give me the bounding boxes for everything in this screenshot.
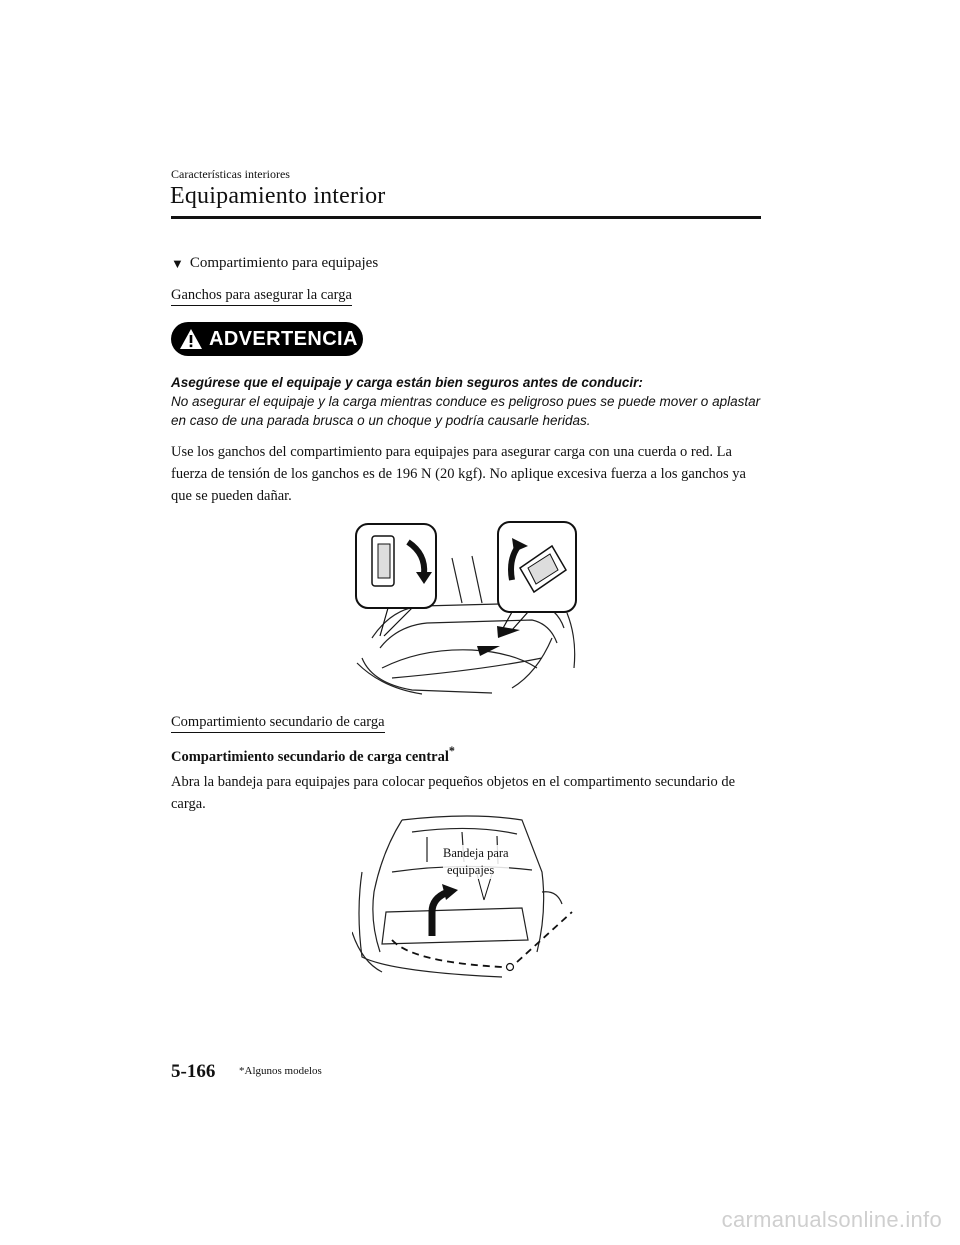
callout-line-1: Bandeja para	[443, 846, 509, 860]
warning-text	[171, 373, 761, 430]
warning-triangle-icon	[179, 328, 203, 350]
section-label: Características interiores	[171, 167, 290, 181]
title-rule	[171, 216, 761, 219]
section-heading	[171, 255, 378, 272]
triangle-marker-icon: ▼	[171, 255, 184, 271]
callout-line-2: equipajes	[447, 863, 495, 877]
watermark-text: carmanualsonline.info	[721, 1207, 942, 1232]
page-title: Equipamiento interior	[170, 183, 386, 209]
cargo-hooks-illustration	[352, 518, 582, 696]
subheading-central	[171, 744, 455, 766]
warning-badge	[171, 322, 363, 356]
subheading-central-text: Compartimiento secundario de carga central	[171, 748, 449, 765]
subheading-secundario-text: Compartimiento secundario de carga	[171, 714, 385, 733]
warning-label: ADVERTENCIA	[209, 327, 358, 350]
warning-bold-line: Asegúrese que el equipaje y carga están bien seguros antes de conducir:	[171, 375, 643, 390]
subheading-ganchos	[171, 286, 352, 304]
page-number: 5-166	[171, 1061, 216, 1082]
paragraph-secundario: Abra la bandeja para equipajes para colocar pequeños objetos en el compartimento secundario de carga.	[171, 774, 736, 812]
luggage-tray-callout	[443, 845, 509, 879]
subheading-secundario	[171, 713, 385, 731]
warning-body: No asegurar el equipaje y la carga mientras conduce es peligroso pues se puede mover o aplastar en caso de una parada brusca o un choque y podría causarle heridas.	[171, 394, 761, 428]
luggage-tray-illustration	[352, 812, 574, 982]
footer-note: *Algunos modelos	[239, 1065, 322, 1077]
asterisk-mark: *	[448, 744, 455, 758]
paragraph-ganchos: Use los ganchos del compartimiento para equipajes para asegurar carga con una cuerda o red. La fuerza de tensión de los ganchos es de 196 N (20 kgf). No aplique excesiva fuerza a los ganchos ya que se pueden dañar.	[171, 444, 746, 504]
subheading-ganchos-text: Ganchos para asegurar la carga	[171, 287, 352, 306]
section-heading-text: Compartimiento para equipajes	[189, 255, 379, 271]
